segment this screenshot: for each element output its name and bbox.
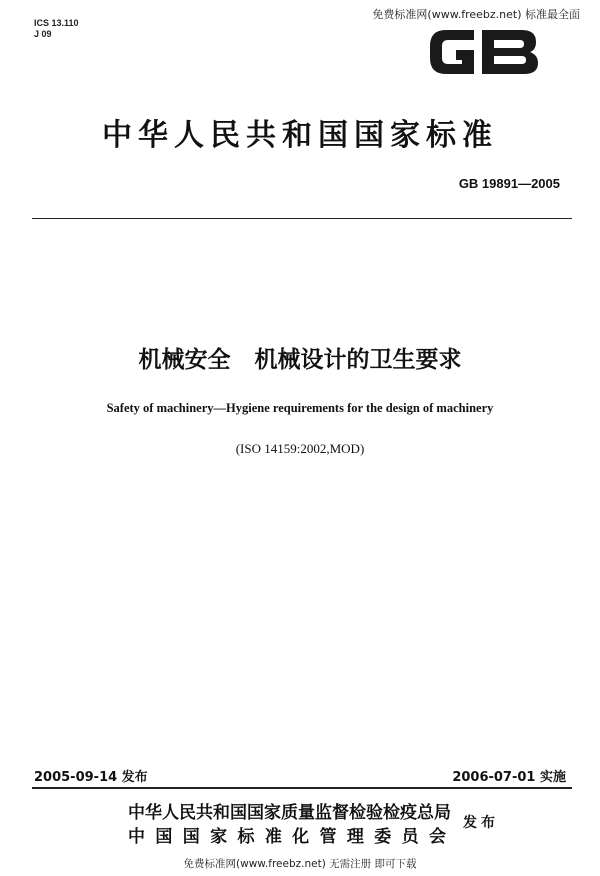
watermark-top: 免费标准网(www.freebz.net) 标准最全面 bbox=[372, 8, 580, 21]
gb-logo bbox=[424, 20, 544, 84]
issuer-sac: 中国国家标准化管理委员会 bbox=[128, 827, 446, 847]
main-title: 中华人民共和国国家标准 bbox=[102, 118, 498, 153]
implementation-date: 2006-07-01 实施 bbox=[452, 770, 566, 785]
iso-reference: (ISO 14159:2002,MOD) bbox=[235, 441, 365, 456]
document-title-en: Safety of machinery—Hygiene requirements for the design of machinery bbox=[106, 401, 494, 415]
watermark-bottom: 免费标准网(www.freebz.net) 无需注册 即可下载 bbox=[183, 858, 417, 870]
classification-codes bbox=[34, 18, 79, 40]
top-divider bbox=[32, 218, 572, 219]
issuer-aqsiq: 中华人民共和国国家质量监督检验检疫总局 bbox=[128, 803, 451, 823]
ics-code: ICS 13.110 bbox=[34, 18, 79, 28]
issue-label: 发布 bbox=[463, 815, 499, 831]
standard-number: GB 19891—2005 bbox=[458, 176, 560, 191]
bottom-divider bbox=[32, 787, 572, 789]
document-title-cn: 机械安全 机械设计的卫生要求 bbox=[138, 347, 462, 373]
ccs-code: J 09 bbox=[34, 29, 52, 39]
issue-date: 2005-09-14 发布 bbox=[34, 770, 148, 785]
